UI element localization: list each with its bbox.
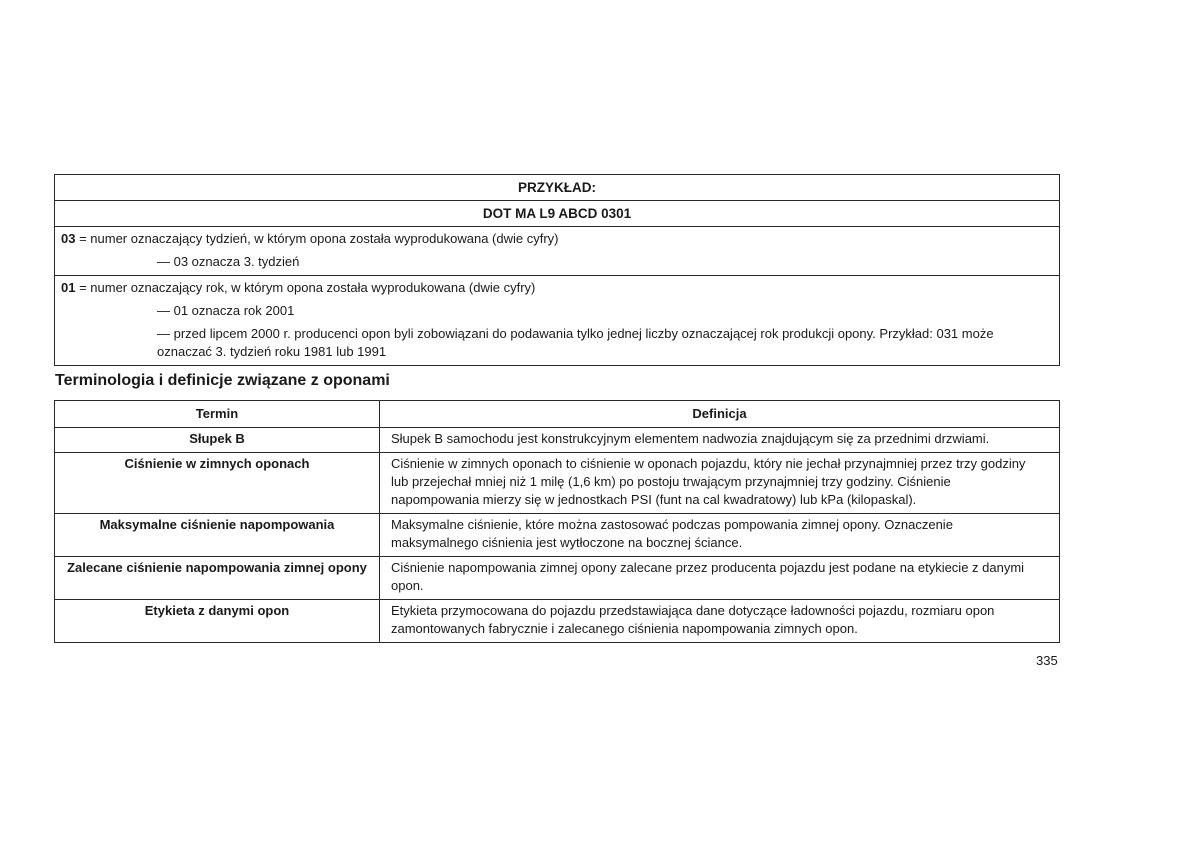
term-cell: Ciśnienie w zimnych oponach <box>55 453 380 514</box>
table-row <box>55 453 1060 514</box>
example-title: PRZYKŁAD: <box>55 175 1059 201</box>
section-heading: Terminologia i definicje związane z oponami <box>55 372 390 389</box>
term-cell: Słupek B <box>55 428 380 453</box>
example-code: DOT MA L9 ABCD 0301 <box>55 201 1059 227</box>
table-row <box>55 557 1060 600</box>
year-key: 01 <box>61 280 76 295</box>
term-cell: Maksymalne ciśnienie napompowania <box>55 514 380 557</box>
definition-cell: Słupek B samochodu jest konstrukcyjnym elementem nadwozia znajdującym się za przednimi drzwiami. <box>380 428 1060 453</box>
definition-cell: Ciśnienie napompowania zimnej opony zalecane przez producenta pojazdu jest podane na etykiecie z danymi opon. <box>380 557 1060 600</box>
week-description: = numer oznaczający tydzień, w którym opona została wyprodukowana (dwie cyfry) <box>75 231 559 246</box>
header-term: Termin <box>55 401 380 428</box>
week-example: — 03 oznacza 3. tydzień <box>157 254 300 269</box>
page-number: 335 <box>1036 653 1058 668</box>
year-description: = numer oznaczający rok, w którym opona została wyprodukowana (dwie cyfry) <box>75 280 536 295</box>
table-row <box>55 600 1060 643</box>
year-example: — 01 oznacza rok 2001 <box>157 303 295 318</box>
table-header-row <box>55 401 1060 428</box>
example-row-week <box>55 227 1059 276</box>
term-cell: Zalecane ciśnienie napompowania zimnej opony <box>55 557 380 600</box>
header-definition: Definicja <box>380 401 1060 428</box>
table-row <box>55 514 1060 557</box>
definition-cell: Etykieta przymocowana do pojazdu przedstawiająca dane dotyczące ładowności pojazdu, rozmiaru opon zamontowanych fabrycznie i zalecanego ciśnienia napompowania zimnych opon. <box>380 600 1060 643</box>
table-row <box>55 428 1060 453</box>
week-key: 03 <box>61 231 76 246</box>
example-row-year <box>55 276 1059 365</box>
definitions-table <box>54 400 1060 643</box>
definition-cell: Ciśnienie w zimnych oponach to ciśnienie w oponach pojazdu, który nie jechał przynajmniej przez trzy godziny lub przejechał mniej niż 1 milę (1,6 km) po postoju trwającym przynajmniej trzy godziny. Ciśnienie napompowania mierzy się w jednostkach PSI (funt na cal kwadratowy) lub kPa (kilopaskal). <box>380 453 1060 514</box>
term-cell: Etykieta z danymi opon <box>55 600 380 643</box>
definition-cell: Maksymalne ciśnienie, które można zastosować podczas pompowania zimnej opony. Oznaczenie maksymalnego ciśnienia jest wytłoczone na bocznej ściance. <box>380 514 1060 557</box>
year-note: — przed lipcem 2000 r. producenci opon byli zobowiązani do podawania tylko jednej liczby oznaczającej rok produkcji opony. Przykład: 031 może oznaczać 3. tydzień roku 1981 lub 1991 <box>157 326 994 359</box>
example-table <box>54 174 1060 366</box>
